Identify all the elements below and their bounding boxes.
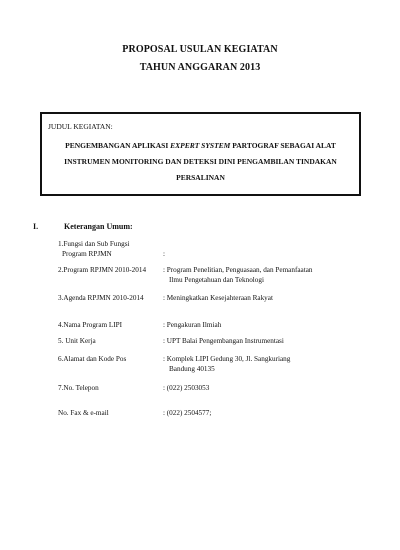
info-value — [163, 240, 363, 259]
info-label: 3.Agenda RPJMN 2010-2014 — [58, 294, 144, 302]
info-value-line-1: : Komplek LIPI Gedung 30, Jl. Sangkuriang — [163, 355, 291, 363]
judul-line-2: INSTRUMEN MONITORING DAN DETEKSI DINI PENGAMBILAN TINDAKAN — [64, 157, 337, 166]
judul-line-1 — [48, 138, 353, 154]
info-value: : (022) 2504577; — [163, 409, 212, 417]
document-subtitle: TAHUN ANGGARAN 2013 — [139, 62, 261, 73]
judul-title — [48, 138, 353, 186]
judul-line-1-a: PENGEMBANGAN APLIKASI — [65, 141, 171, 150]
judul-line-3: PERSALINAN — [176, 173, 225, 182]
info-label-line-1: 1.Fungsi dan Sub Fungsi — [58, 240, 130, 248]
section-number: I. — [33, 222, 39, 231]
info-label: 7.No. Telepon — [58, 384, 99, 392]
judul-label: JUDUL KEGIATAN: — [48, 122, 113, 131]
info-value: : (022) 2503053 — [163, 384, 210, 392]
info-label: 4.Nama Program LIPI — [58, 321, 123, 329]
info-value-line-1 — [163, 240, 363, 250]
info-value: : UPT Balai Pengembangan Instrumentasi — [163, 337, 284, 345]
info-value-line-2: Bandung 40135 — [169, 364, 215, 373]
info-value-line-2: : — [163, 249, 165, 258]
info-label-line-2: Program RPJMN — [62, 249, 112, 258]
judul-line-1-b: PARTOGRAF SEBAGAI ALAT — [230, 141, 336, 150]
info-label: 5. Unit Kerja — [58, 337, 96, 345]
info-label: No. Fax & e-mail — [58, 409, 109, 417]
info-label — [58, 240, 163, 259]
info-value: : Pengakuran Ilmiah — [163, 321, 222, 329]
document-title: PROPOSAL USULAN KEGIATAN — [122, 44, 278, 55]
info-value — [163, 266, 363, 285]
info-value: : Meningkatkan Kesejahteraan Rakyat — [163, 294, 273, 302]
info-label: 6.Alamat dan Kode Pos — [58, 355, 127, 363]
info-label: 2.Program RPJMN 2010-2014 — [58, 266, 147, 274]
info-value-line-1: : Program Penelitian, Penguasaan, dan Pemanfaatan — [163, 266, 313, 274]
info-value — [163, 355, 363, 374]
judul-kegiatan-box — [40, 112, 361, 196]
section-title: Keterangan Umum: — [64, 222, 133, 231]
info-value-line-2: Ilmu Pengetahuan dan Teknologi — [169, 275, 264, 284]
judul-line-1-italic: EXPERT SYSTEM — [170, 141, 231, 150]
